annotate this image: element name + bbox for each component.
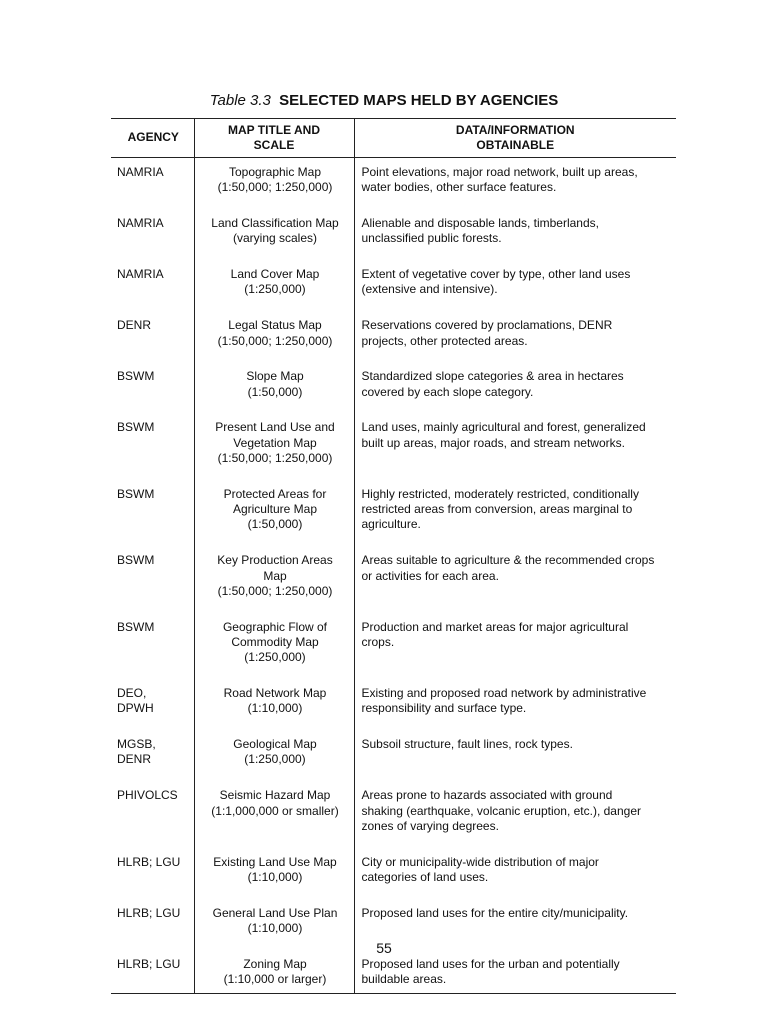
map-title-line: Zoning Map (243, 956, 307, 971)
data-info-cell (354, 363, 676, 414)
data-info-cell (354, 951, 676, 994)
data-info-line: Subsoil structure, fault lines, rock types. (361, 737, 573, 752)
data-info-line: Proposed land uses for the entire city/municipality. (361, 905, 629, 920)
map-title-line: Agriculture Map (232, 502, 318, 517)
data-info-line: Extent of vegetative cover by type, other land uses (361, 267, 631, 282)
agency-line: NAMRIA (117, 216, 164, 231)
map-title-line: Land Classification Map (211, 216, 339, 231)
data-info-line: (extensive and intensive). (361, 282, 498, 297)
map-title-line: (1:10,000) (247, 921, 303, 935)
header-agency (111, 119, 194, 158)
data-info-line: responsibility and surface type. (361, 701, 527, 716)
table-row (111, 312, 676, 363)
data-info-line: agriculture. (361, 517, 421, 532)
agency-line: BSWM (117, 619, 155, 634)
map-title-line: Geographic Flow of (222, 619, 328, 634)
data-info-line: unclassified public forests. (361, 231, 502, 246)
agency-cell (111, 614, 194, 680)
map-title-line: Existing Land Use Map (213, 854, 337, 869)
data-info-cell (354, 414, 676, 480)
data-info-line: categories of land uses. (361, 869, 489, 884)
map-title-line: (1:10,000 or larger) (223, 972, 327, 987)
map-title-line: (1:250,000) (244, 752, 306, 767)
map-title-cell (194, 481, 354, 547)
agency-line: NAMRIA (117, 165, 164, 179)
map-title-cell (194, 782, 354, 848)
data-info-line: Reservations covered by proclamations, DENR (361, 318, 613, 333)
map-title-cell (194, 363, 354, 414)
agency-cell (111, 849, 194, 900)
agency-cell (111, 951, 194, 994)
agency-line: NAMRIA (117, 267, 164, 282)
agency-line: BSWM (117, 553, 155, 568)
map-title-line: Map (263, 568, 287, 583)
data-info-line: crops. (361, 634, 395, 649)
map-title-line: (1:50,000; 1:250,000) (217, 451, 333, 466)
map-title-line: (1:50,000; 1:250,000) (217, 583, 333, 598)
map-title-cell (194, 680, 354, 731)
agency-line: DPWH (117, 701, 154, 716)
data-info-cell (354, 614, 676, 680)
agency-cell (111, 158, 194, 211)
data-info-line: restricted areas from conversion, areas marginal to (361, 502, 633, 517)
data-info-line: Existing and proposed road network by administrative (361, 686, 647, 701)
data-info-line: water bodies, other surface features. (361, 180, 557, 195)
map-title-line: Commodity Map (231, 634, 319, 649)
data-info-cell (354, 261, 676, 312)
table-row (111, 782, 676, 848)
agency-line: BSWM (117, 369, 155, 384)
map-title-line: Land Cover Map (230, 267, 320, 282)
map-title-line: (varying scales) (232, 231, 318, 246)
data-info-cell (354, 547, 676, 613)
map-title-line: (1:250,000) (244, 282, 306, 297)
data-info-line: Areas prone to hazards associated with ground (361, 788, 613, 803)
map-title-line: (1:50,000; 1:250,000) (217, 180, 333, 195)
agency-line: BSWM (117, 486, 155, 501)
data-info-cell (354, 849, 676, 900)
map-title-cell (194, 731, 354, 782)
header-data-information (354, 119, 676, 158)
data-info-line: Alienable and disposable lands, timberlands, (361, 216, 599, 231)
data-info-line: or activities for each area. (361, 568, 499, 583)
data-info-cell (354, 210, 676, 261)
agency-cell (111, 680, 194, 731)
map-title-line: Legal Status Map (228, 318, 322, 333)
table-row (111, 951, 676, 994)
map-title-cell (194, 547, 354, 613)
map-title-line: (1:50,000) (247, 384, 303, 399)
agency-cell (111, 547, 194, 613)
agency-cell (111, 210, 194, 261)
data-info-line: built up areas, major roads, and stream networks. (361, 435, 625, 450)
table-number: Table 3.3 (209, 92, 271, 109)
data-info-cell (354, 312, 676, 363)
table-row (111, 363, 676, 414)
map-title-cell (194, 414, 354, 480)
agency-line: HLRB; LGU (117, 956, 181, 971)
data-info-line: shaking (earthquake, volcanic eruption, etc.), danger (361, 803, 641, 818)
map-title-cell (194, 614, 354, 680)
data-info-line: buildable areas. (361, 972, 447, 987)
agency-line: BSWM (117, 420, 155, 435)
data-info-line: Areas suitable to agriculture & the recommended crops (361, 553, 655, 568)
map-title-line: (1:10,000) (247, 869, 303, 884)
map-title-line: (1:50,000; 1:250,000) (217, 333, 333, 348)
table-header-row (111, 119, 676, 158)
header-map-line: MAP TITLE AND (228, 122, 320, 137)
agency-line: MGSB, (117, 737, 156, 752)
table-name: SELECTED MAPS HELD BY AGENCIES (279, 92, 559, 109)
header-agency-text: AGENCY (127, 130, 179, 145)
header-info-line: DATA/INFORMATION (455, 122, 575, 137)
agency-cell (111, 312, 194, 363)
map-title-cell (194, 849, 354, 900)
data-info-line: Highly restricted, moderately restricted, conditionally (361, 486, 639, 501)
agency-cell (111, 782, 194, 848)
map-title-line: Seismic Hazard Map (219, 788, 331, 803)
map-title-line: Vegetation Map (233, 435, 317, 450)
data-info-line: Proposed land uses for the urban and potentially (361, 956, 620, 971)
data-info-cell (354, 731, 676, 782)
table-row (111, 547, 676, 613)
map-title-cell (194, 210, 354, 261)
table-body (111, 158, 676, 994)
header-map-line: SCALE (253, 138, 295, 152)
agency-line: DENR (117, 318, 152, 333)
table-row (111, 158, 676, 211)
agency-cell (111, 731, 194, 782)
data-info-line: projects, other protected areas. (361, 333, 528, 348)
data-info-line: Land uses, mainly agricultural and forest, generalized (361, 420, 646, 435)
map-title-line: Topographic Map (228, 165, 322, 179)
table-row (111, 210, 676, 261)
data-info-line: Point elevations, major road network, built up areas, (361, 165, 638, 179)
data-info-line: covered by each slope category. (361, 384, 534, 399)
header-info-line: OBTAINABLE (476, 138, 555, 152)
agency-line: DEO, (117, 686, 147, 701)
page-number: 55 (376, 940, 392, 956)
table-row (111, 614, 676, 680)
agency-line: DENR (117, 752, 152, 767)
table-row (111, 414, 676, 480)
table-row (111, 261, 676, 312)
data-info-cell (354, 680, 676, 731)
agency-cell (111, 363, 194, 414)
agency-cell (111, 261, 194, 312)
table-row (111, 849, 676, 900)
agency-line: PHIVOLCS (117, 788, 178, 803)
map-title-line: Protected Areas for (223, 486, 327, 501)
map-title-cell (194, 951, 354, 994)
data-info-line: Standardized slope categories & area in hectares (361, 369, 624, 384)
map-title-line: (1:50,000) (247, 517, 303, 532)
data-info-cell (354, 158, 676, 211)
data-info-line: Production and market areas for major agricultural (361, 619, 629, 634)
data-info-line: zones of varying degrees. (361, 818, 499, 833)
header-map-title-scale (194, 119, 354, 158)
table-row (111, 680, 676, 731)
map-title-line: Slope Map (246, 369, 304, 384)
table-title (0, 91, 768, 111)
map-title-cell (194, 312, 354, 363)
table-row (111, 731, 676, 782)
map-title-cell (194, 158, 354, 211)
map-title-line: Geological Map (233, 737, 317, 752)
map-title-line: Present Land Use and (215, 420, 335, 435)
map-title-line: (1:10,000) (247, 701, 303, 716)
agency-cell (111, 481, 194, 547)
data-info-line: City or municipality-wide distribution of major (361, 854, 599, 869)
map-title-line: Key Production Areas (217, 553, 333, 568)
agency-cell (111, 414, 194, 480)
map-title-line: Road Network Map (223, 686, 327, 701)
map-title-line: (1:250,000) (244, 650, 306, 665)
maps-table (111, 118, 676, 994)
data-info-cell (354, 782, 676, 848)
agency-line: HLRB; LGU (117, 905, 181, 920)
map-title-cell (194, 261, 354, 312)
map-title-line: (1:1,000,000 or smaller) (211, 803, 339, 818)
agency-line: HLRB; LGU (117, 854, 181, 869)
table-row (111, 481, 676, 547)
map-title-line: General Land Use Plan (212, 905, 338, 920)
data-info-cell (354, 481, 676, 547)
